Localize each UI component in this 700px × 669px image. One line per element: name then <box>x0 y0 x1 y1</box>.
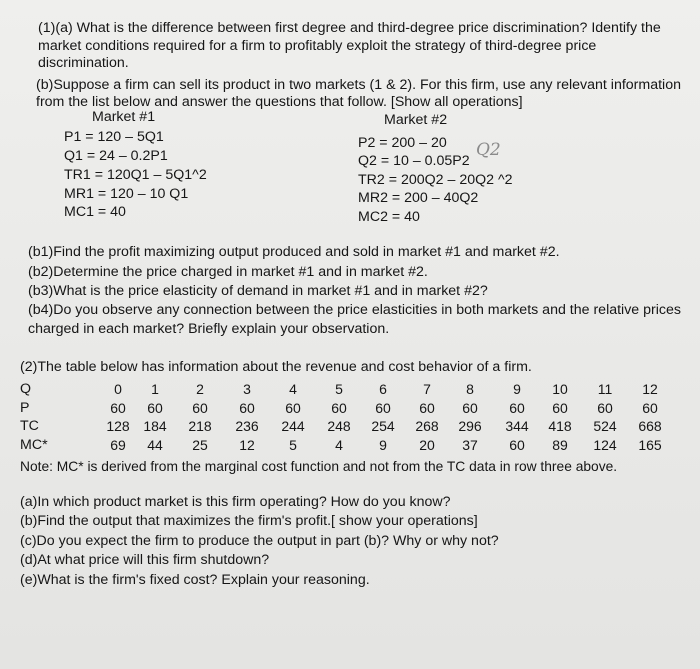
market2-heading: Market #2 <box>384 112 448 128</box>
table-cell: 60 <box>509 400 525 416</box>
market2-eq-4: MR2 = 200 – 40Q2 <box>358 190 479 206</box>
q1a-line-3: discrimination. <box>38 55 129 71</box>
table-cell: 5 <box>289 437 297 453</box>
table-cell: 344 <box>505 418 529 434</box>
table-cell: 60 <box>419 400 435 416</box>
table-cell: 668 <box>638 418 662 434</box>
table-cell: 524 <box>593 418 617 434</box>
q1a-line-1: (1)(a) What is the difference between first degree and third-degree price discrimination? Identify the <box>38 20 661 36</box>
table-cell: 9 <box>513 381 521 397</box>
table-cell: 60 <box>147 400 163 416</box>
table-row-tc-label: TC <box>20 418 39 434</box>
handwritten-annotation: Q2 <box>476 140 501 160</box>
market1-eq-4: MR1 = 120 – 10 Q1 <box>64 186 189 202</box>
table-cell: 5 <box>335 381 343 397</box>
q2-d: (d)At what price will this firm shutdown? <box>20 552 270 568</box>
table-cell: 12 <box>642 381 658 397</box>
table-cell: 248 <box>327 418 351 434</box>
table-cell: 4 <box>289 381 297 397</box>
table-cell: 296 <box>458 418 482 434</box>
table-cell: 44 <box>147 437 163 453</box>
q1-b4-line-1: (b4)Do you observe any connection between the price elasticities in both markets and the relative prices <box>28 302 681 318</box>
table-cell: 60 <box>110 400 126 416</box>
q2-e: (e)What is the firm's fixed cost? Explain your reasoning. <box>20 572 370 588</box>
table-cell: 9 <box>379 437 387 453</box>
table-cell: 165 <box>638 437 662 453</box>
table-cell: 60 <box>375 400 391 416</box>
table-cell: 6 <box>379 381 387 397</box>
q1b-line-2: from the list below and answer the questions that follow. [Show all operations] <box>36 94 523 110</box>
table-cell: 37 <box>462 437 478 453</box>
q2-note: Note: MC* is derived from the marginal cost function and not from the TC data in row three above. <box>20 459 618 474</box>
table-cell: 60 <box>192 400 208 416</box>
table-cell: 1 <box>151 381 159 397</box>
table-cell: 244 <box>281 418 305 434</box>
table-cell: 60 <box>285 400 301 416</box>
table-cell: 25 <box>192 437 208 453</box>
table-cell: 124 <box>593 437 617 453</box>
table-row-q-label: Q <box>20 381 32 397</box>
market1-eq-5: MC1 = 40 <box>64 204 126 220</box>
market2-eq-2: Q2 = 10 – 0.05P2 <box>358 153 470 169</box>
table-cell: 12 <box>239 437 255 453</box>
table-cell: 20 <box>419 437 435 453</box>
table-cell: 254 <box>371 418 395 434</box>
market1-heading: Market #1 <box>92 109 156 125</box>
q1-b4-line-2: charged in each market? Briefly explain your observation. <box>28 321 390 337</box>
market1-eq-3: TR1 = 120Q1 – 5Q1^2 <box>64 167 207 183</box>
table-cell: 89 <box>552 437 568 453</box>
q2-c: (c)Do you expect the firm to produce the output in part (b)? Why or why not? <box>20 533 499 549</box>
table-cell: 4 <box>335 437 343 453</box>
table-cell: 60 <box>552 400 568 416</box>
table-cell: 10 <box>552 381 568 397</box>
table-cell: 418 <box>548 418 572 434</box>
table-cell: 128 <box>106 418 130 434</box>
q1b-line-1: (b)Suppose a firm can sell its product in two markets (1 & 2). For this firm, use any relevant information <box>36 77 681 93</box>
table-cell: 7 <box>423 381 431 397</box>
table-cell: 60 <box>597 400 613 416</box>
table-cell: 60 <box>239 400 255 416</box>
market1-eq-2: Q1 = 24 – 0.2P1 <box>64 148 168 164</box>
q2-a: (a)In which product market is this firm operating? How do you know? <box>20 494 451 510</box>
table-cell: 60 <box>642 400 658 416</box>
market2-eq-5: MC2 = 40 <box>358 209 420 225</box>
q2-intro: (2)The table below has information about the revenue and cost behavior of a firm. <box>20 359 532 375</box>
market2-eq-3: TR2 = 200Q2 – 20Q2 ^2 <box>358 172 513 188</box>
table-cell: 8 <box>466 381 474 397</box>
table-cell: 0 <box>114 381 122 397</box>
q2-b: (b)Find the output that maximizes the firm's profit.[ show your operations] <box>20 513 478 529</box>
q1-b1: (b1)Find the profit maximizing output produced and sold in market #1 and market #2. <box>28 244 560 260</box>
table-cell: 3 <box>243 381 251 397</box>
market1-eq-1: P1 = 120 – 5Q1 <box>64 129 164 145</box>
table-cell: 60 <box>509 437 525 453</box>
q1-b3: (b3)What is the price elasticity of demand in market #1 and in market #2? <box>28 283 488 299</box>
table-cell: 218 <box>188 418 212 434</box>
q1a-line-2: market conditions required for a firm to profitably exploit the strategy of third-degree price <box>38 38 597 54</box>
table-cell: 236 <box>235 418 259 434</box>
market2-eq-1: P2 = 200 – 20 <box>358 135 447 151</box>
q1-b2: (b2)Determine the price charged in market #1 and in market #2. <box>28 264 428 280</box>
table-row-mc-label: MC* <box>20 437 48 453</box>
table-cell: 11 <box>597 381 613 397</box>
table-cell: 60 <box>331 400 347 416</box>
table-cell: 69 <box>110 437 126 453</box>
table-cell: 184 <box>143 418 167 434</box>
table-row-p-label: P <box>20 400 30 416</box>
table-cell: 268 <box>415 418 439 434</box>
table-cell: 2 <box>196 381 204 397</box>
table-cell: 60 <box>462 400 478 416</box>
